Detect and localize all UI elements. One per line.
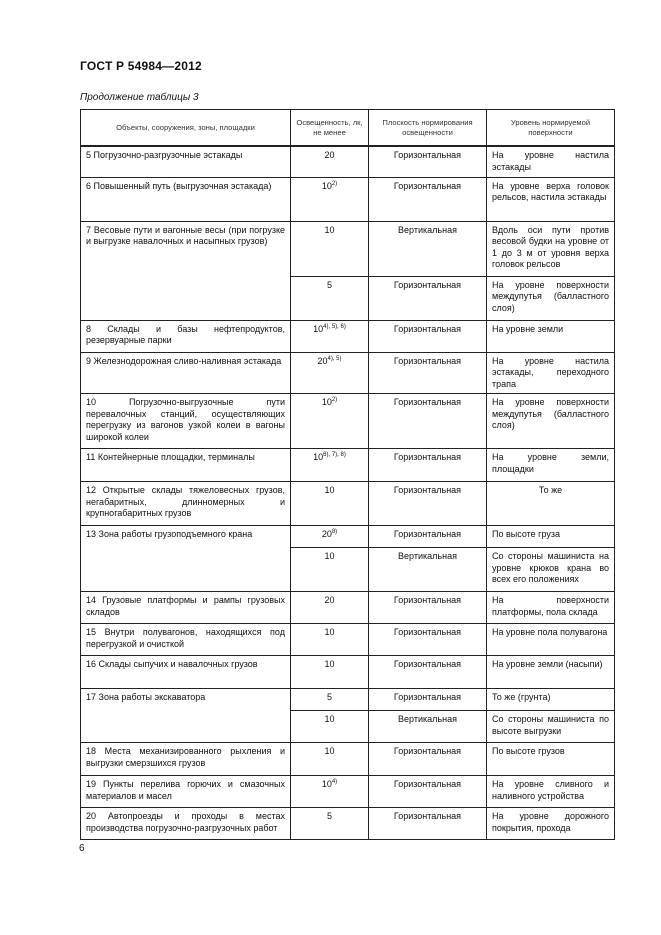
table-row xyxy=(81,592,615,624)
illuminance-value: 10 xyxy=(324,485,335,495)
illuminance-value: 5 xyxy=(326,692,332,702)
illuminance-value: 10 xyxy=(324,551,335,561)
illuminance-cell xyxy=(291,808,369,840)
illuminance-value: 5 xyxy=(326,811,332,821)
plane-cell: Горизонтальная xyxy=(369,352,487,394)
object-cell: 12 Открытые склады тяжеловесных грузов, негабаритных, длинномерных и крупногабаритных грузов xyxy=(81,482,291,526)
table-caption: Продолжение таблицы 3 xyxy=(80,92,199,103)
footnote-ref: 4), 5) xyxy=(327,355,342,362)
object-cell: 6 Повышенный путь (выгрузочная эстакада) xyxy=(81,177,291,221)
illuminance-cell xyxy=(291,526,369,548)
table-row xyxy=(81,449,615,482)
object-cell: 13 Зона работы грузоподъемного крана xyxy=(81,526,291,592)
table-row xyxy=(81,482,615,526)
object-cell: 5 Погрузочно-разгрузочные эстакады xyxy=(81,146,291,177)
plane-cell: Горизонтальная xyxy=(369,482,487,526)
col-header-plane: Плоскость нормирования освещенности xyxy=(369,110,487,147)
illuminance-cell xyxy=(291,394,369,449)
level-cell: На уровне верха головок рельсов, настила эстакады xyxy=(487,177,615,221)
object-cell: 16 Склады сыпучих и навалочных грузов xyxy=(81,656,291,689)
illuminance-value: 20 xyxy=(317,355,328,366)
level-cell: По высоте груза xyxy=(487,526,615,548)
illuminance-cell xyxy=(291,592,369,624)
object-cell: 7 Весовые пути и вагонные весы (при погрузке и выгрузке навалочных и насыпных грузов) xyxy=(81,221,291,320)
illuminance-value: 10 xyxy=(313,323,324,334)
plane-cell: Горизонтальная xyxy=(369,394,487,449)
col-header-objects: Объекты, сооружения, зоны, площадки xyxy=(81,110,291,147)
table-body xyxy=(81,146,615,840)
level-cell: На поверхности платформы, пола склада xyxy=(487,592,615,624)
illuminance-cell xyxy=(291,320,369,352)
level-cell: На уровне земли (насыпи) xyxy=(487,656,615,689)
table-row xyxy=(81,352,615,394)
footnote-ref: 4) xyxy=(331,779,338,785)
table-row xyxy=(81,221,615,276)
illuminance-cell xyxy=(291,177,369,221)
illuminance-value: 10 xyxy=(321,779,332,789)
object-cell: 18 Места механизированного рыхления и выгрузки смерзшихся грузов xyxy=(81,743,291,776)
object-cell: 17 Зона работы экскаватора xyxy=(81,689,291,743)
level-cell: Вдоль оси пути против весовой будки на уровне от 1 до 3 м от уровня верха головок рельсов xyxy=(487,221,615,276)
level-cell: То же (грунта) xyxy=(487,689,615,711)
illuminance-value: 10 xyxy=(324,224,335,235)
table-row xyxy=(81,320,615,352)
plane-cell: Горизонтальная xyxy=(369,743,487,776)
plane-cell: Горизонтальная xyxy=(369,776,487,808)
level-cell: На уровне сливного и наливного устройства xyxy=(487,776,615,808)
illuminance-cell xyxy=(291,221,369,276)
illuminance-cell xyxy=(291,689,369,711)
illuminance-cell xyxy=(291,711,369,743)
level-cell: На уровне земли, площадки xyxy=(487,449,615,482)
table-header-row xyxy=(81,110,615,147)
footnote-ref: 2) xyxy=(331,180,338,187)
footnote-ref: 8) xyxy=(331,529,338,535)
object-cell: 19 Пункты перелива горючих и смазочных материалов и масел xyxy=(81,776,291,808)
level-cell: На уровне поверхности междупутья (балластного слоя) xyxy=(487,276,615,320)
illuminance-cell xyxy=(291,352,369,394)
illuminance-value: 10 xyxy=(324,746,335,756)
plane-cell: Вертикальная xyxy=(369,548,487,592)
level-cell: На уровне земли xyxy=(487,320,615,352)
illuminance-cell xyxy=(291,146,369,177)
illuminance-value: 10 xyxy=(324,627,335,637)
plane-cell: Вертикальная xyxy=(369,711,487,743)
level-cell: Со стороны машиниста на уровне крюков крана во всех его положениях xyxy=(487,548,615,592)
illuminance-value: 5 xyxy=(326,279,332,290)
illuminance-value: 10 xyxy=(313,452,324,462)
illuminance-value: 20 xyxy=(324,595,335,605)
illuminance-cell xyxy=(291,449,369,482)
table-row xyxy=(81,689,615,711)
level-cell: На уровне настила эстакады, переходного трапа xyxy=(487,352,615,394)
illuminance-cell xyxy=(291,548,369,592)
plane-cell: Горизонтальная xyxy=(369,624,487,656)
illuminance-cell xyxy=(291,776,369,808)
object-cell: 11 Контейнерные площадки, терминалы xyxy=(81,449,291,482)
illuminance-value: 10 xyxy=(321,397,332,407)
object-cell: 10 Погрузочно-выгрузочные пути перевалочных станций, осуществляющих перегрузку из вагонов узкой колеи в вагоны широкой колеи xyxy=(81,394,291,449)
level-cell: На уровне настила эстакады xyxy=(487,146,615,177)
object-cell: 20 Автопроезды и проходы в местах производства погрузочно-разгрузочных работ xyxy=(81,808,291,840)
plane-cell: Горизонтальная xyxy=(369,449,487,482)
illuminance-value: 10 xyxy=(321,180,332,191)
table-row xyxy=(81,808,615,840)
plane-cell: Горизонтальная xyxy=(369,689,487,711)
level-cell: На уровне поверхности междупутья (балластного слоя) xyxy=(487,394,615,449)
plane-cell: Горизонтальная xyxy=(369,526,487,548)
illuminance-cell xyxy=(291,276,369,320)
page-number: 6 xyxy=(79,843,85,854)
table-row xyxy=(81,526,615,548)
plane-cell: Горизонтальная xyxy=(369,177,487,221)
footnote-ref: 2) xyxy=(331,397,338,403)
illuminance-value: 20 xyxy=(324,150,335,160)
illuminance-value: 10 xyxy=(324,659,335,669)
footnote-ref: 4), 5), 6) xyxy=(323,323,346,330)
level-cell: По высоте грузов xyxy=(487,743,615,776)
plane-cell: Горизонтальная xyxy=(369,656,487,689)
object-cell: 15 Внутри полувагонов, находящихся под перегрузкой и очисткой xyxy=(81,624,291,656)
level-cell: То же xyxy=(487,482,615,526)
plane-cell: Вертикальная xyxy=(369,221,487,276)
illuminance-cell xyxy=(291,624,369,656)
level-cell: Со стороны машиниста по высоте выгрузки xyxy=(487,711,615,743)
illuminance-cell xyxy=(291,482,369,526)
plane-cell: Горизонтальная xyxy=(369,276,487,320)
plane-cell: Горизонтальная xyxy=(369,320,487,352)
col-header-level: Уровень нормируемой поверхности xyxy=(487,110,615,147)
table-row xyxy=(81,776,615,808)
plane-cell: Горизонтальная xyxy=(369,592,487,624)
illuminance-value: 20 xyxy=(321,529,332,539)
table-row xyxy=(81,624,615,656)
illuminance-cell xyxy=(291,743,369,776)
object-cell: 9 Железнодорожная сливо-наливная эстакада xyxy=(81,352,291,394)
object-cell: 8 Склады и базы нефтепродуктов, резервуарные парки xyxy=(81,320,291,352)
plane-cell: Горизонтальная xyxy=(369,808,487,840)
illumination-table xyxy=(80,109,615,840)
document-title: ГОСТ Р 54984—2012 xyxy=(80,59,202,73)
level-cell: На уровне дорожного покрытия, прохода xyxy=(487,808,615,840)
illuminance-value: 10 xyxy=(324,714,335,724)
table-row xyxy=(81,146,615,177)
table-row xyxy=(81,394,615,449)
level-cell: На уровне пола полувагона xyxy=(487,624,615,656)
table-row xyxy=(81,743,615,776)
table-row xyxy=(81,177,615,221)
table-row xyxy=(81,656,615,689)
footnote-ref: 6), 7), 8) xyxy=(323,452,346,458)
object-cell: 14 Грузовые платформы и рампы грузовых складов xyxy=(81,592,291,624)
col-header-illuminance: Освещенность, лк, не менее xyxy=(291,110,369,147)
illuminance-cell xyxy=(291,656,369,689)
plane-cell: Горизонтальная xyxy=(369,146,487,177)
